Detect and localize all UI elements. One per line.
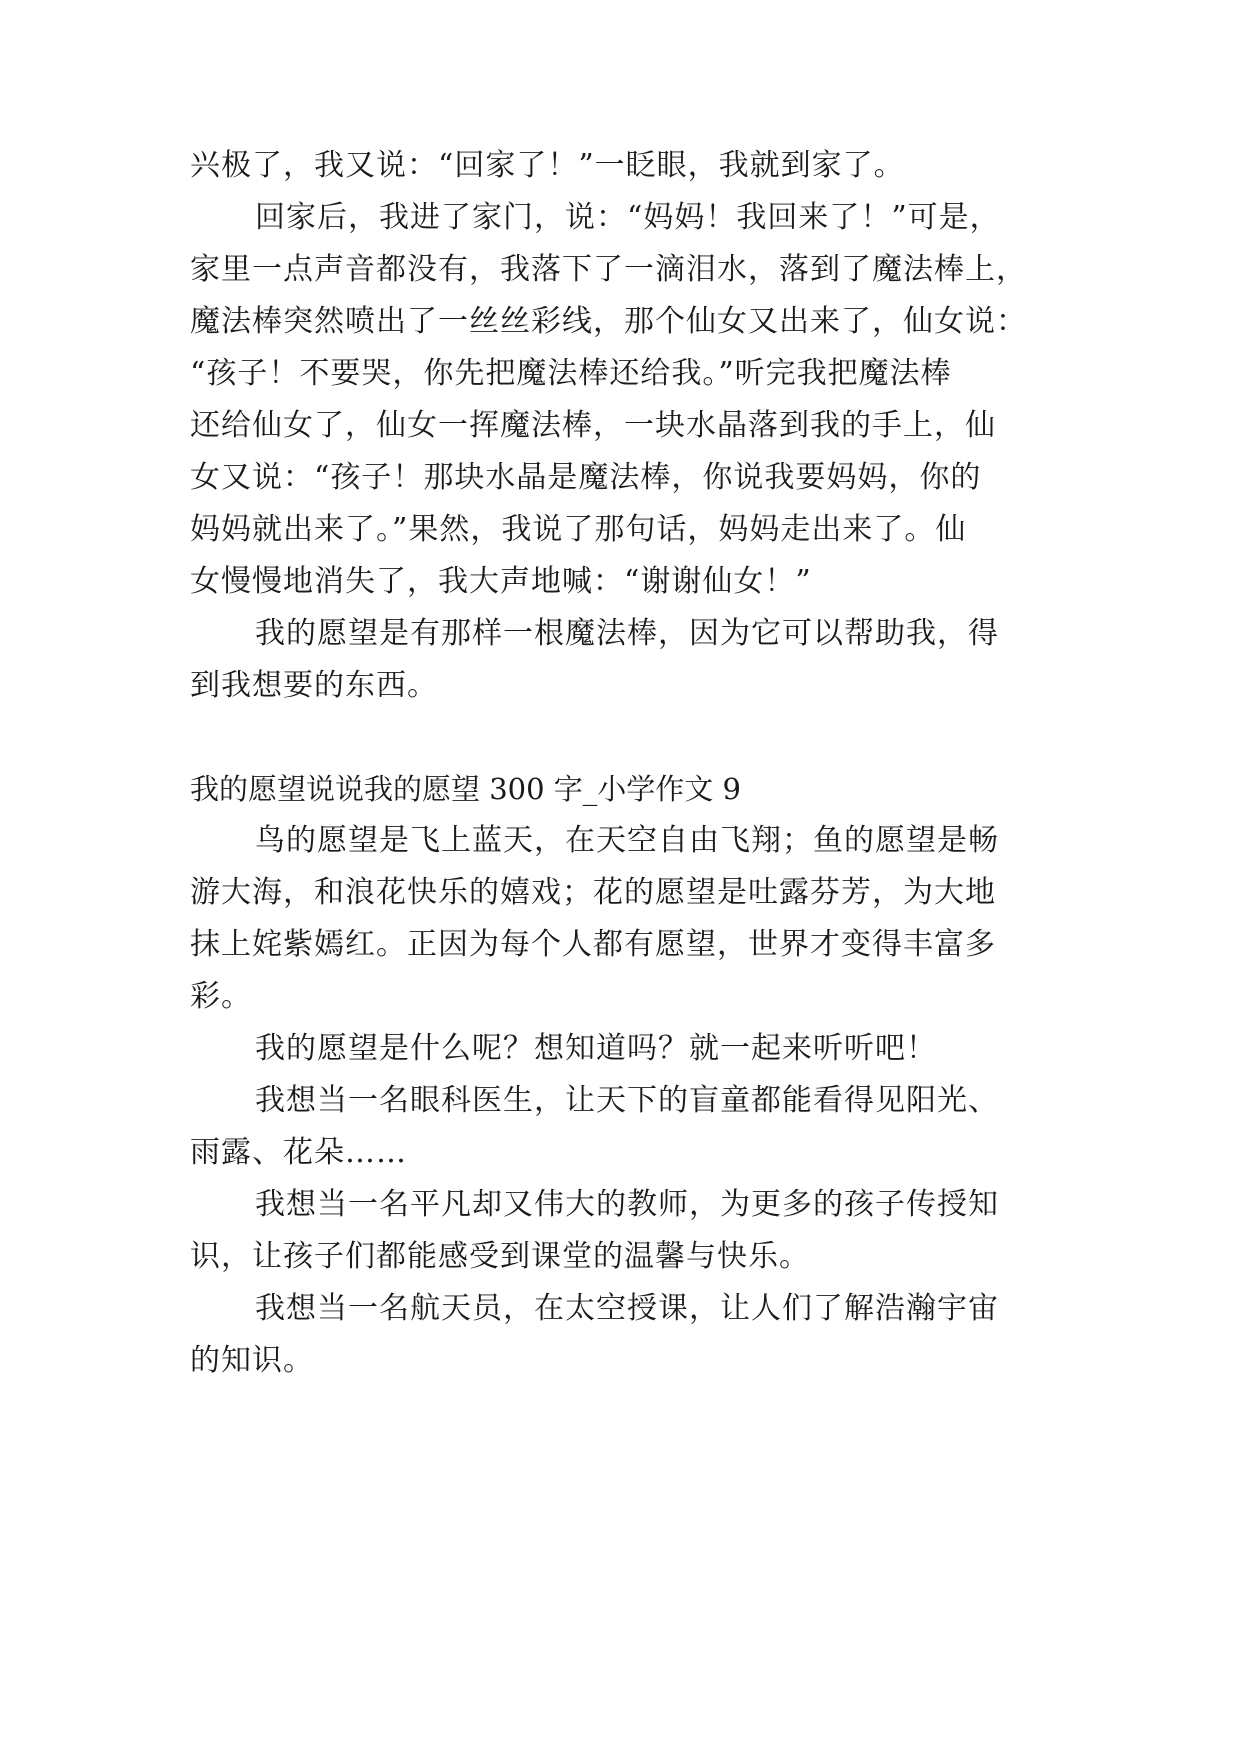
text-line: 我想当一名眼科医生，让天下的盲童都能看得见阳光、 xyxy=(255,1083,999,1118)
text-line: 还给仙女了，仙女一挥魔法棒，一块水晶落到我的手上，仙 xyxy=(190,408,996,443)
text-line: 的知识。 xyxy=(190,1343,314,1378)
text-line: 雨露、花朵…… xyxy=(190,1135,407,1170)
text-line: 我的愿望是有那样一根魔法棒，因为它可以帮助我，得 xyxy=(255,616,999,651)
text-line: 我的愿望是什么呢？想知道吗？就一起来听听吧！ xyxy=(255,1031,937,1066)
text-line: 女慢慢地消失了，我大声地喊：“谢谢仙女！” xyxy=(190,564,812,599)
text-line: “孩子！不要哭，你先把魔法棒还给我。”听完我把魔法棒 xyxy=(190,356,952,391)
text-line: 鸟的愿望是飞上蓝天，在天空自由飞翔；鱼的愿望是畅 xyxy=(255,823,999,858)
text-line: 魔法棒突然喷出了一丝丝彩线，那个仙女又出来了，仙女说： xyxy=(190,304,1027,339)
text-line: 妈妈就出来了。”果然，我说了那句话，妈妈走出来了。仙 xyxy=(190,512,967,547)
text-line: 识，让孩子们都能感受到课堂的温馨与快乐。 xyxy=(190,1239,810,1274)
text-line: 家里一点声音都没有，我落下了一滴泪水，落到了魔法棒上， xyxy=(190,252,1027,287)
text-line: 到我想要的东西。 xyxy=(190,668,438,703)
text-line: 我想当一名平凡却又伟大的教师，为更多的孩子传授知 xyxy=(255,1187,999,1222)
text-line: 兴极了，我又说：“回家了！”一眨眼，我就到家了。 xyxy=(190,148,905,183)
text-line: 抹上姹紫嫣红。正因为每个人都有愿望，世界才变得丰富多 xyxy=(190,927,996,962)
text-line: 回家后，我进了家门，说：“妈妈！我回来了！”可是， xyxy=(255,200,1001,235)
text-line: 游大海，和浪花快乐的嬉戏；花的愿望是吐露芬芳，为大地 xyxy=(190,875,996,910)
section-title: 我的愿望说说我的愿望 300 字_小学作文 9 xyxy=(190,772,741,806)
text-line: 彩。 xyxy=(190,979,252,1014)
text-line: 女又说：“孩子！那块水晶是魔法棒，你说我要妈妈，你的 xyxy=(190,460,982,495)
text-line: 我想当一名航天员，在太空授课，让人们了解浩瀚宇宙 xyxy=(255,1291,999,1326)
